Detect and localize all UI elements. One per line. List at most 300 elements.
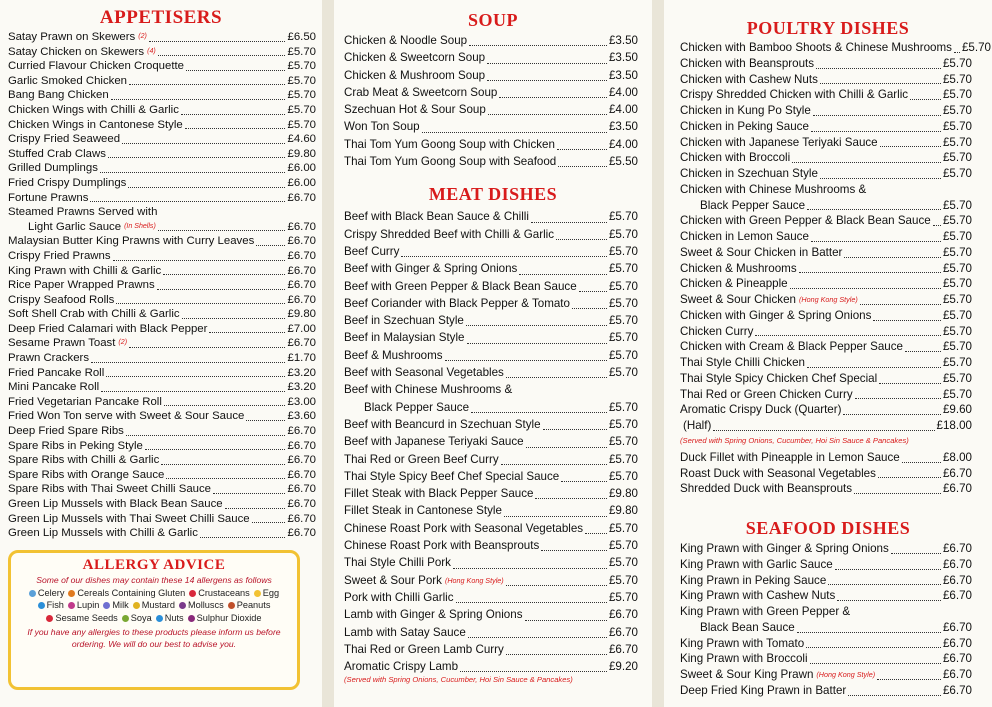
item-price: £9.20	[608, 660, 638, 674]
menu-item	[680, 371, 972, 387]
allergen-icon	[156, 615, 163, 622]
menu-item	[680, 450, 972, 466]
allergen	[38, 599, 64, 612]
leader-dots	[811, 241, 941, 242]
soup-meat-panel	[334, 0, 652, 707]
item-name: Beef with Ginger & Spring Onions	[344, 262, 518, 276]
item-name: Chicken with Cashew Nuts	[680, 72, 818, 86]
item-name: Duck Fillet with Pineapple in Lemon Sauce	[680, 450, 900, 464]
menu-item	[680, 402, 972, 418]
item-price: £5.70	[287, 45, 316, 58]
item-price: £5.70	[942, 151, 972, 165]
item-price: £5.70	[942, 261, 972, 275]
item-name: Fried Crispy Dumplings	[8, 176, 127, 189]
menu-item	[8, 147, 316, 162]
appetisers-title: APPETISERS	[99, 7, 223, 28]
leader-dots	[902, 462, 941, 463]
item-price: £6.70	[942, 683, 972, 697]
allergen-name: Celery	[37, 587, 65, 598]
leader-dots	[558, 166, 607, 167]
item-price: £5.70	[608, 573, 638, 587]
menu-item	[344, 641, 638, 658]
item-name: Chicken with Green Pepper & Black Bean Sauce	[680, 214, 931, 228]
menu-item	[344, 433, 638, 450]
menu-item	[8, 468, 316, 483]
allergen-list	[17, 587, 291, 625]
leader-dots	[108, 157, 286, 158]
soup-list	[344, 32, 638, 170]
leader-dots	[807, 367, 941, 368]
menu-item	[680, 667, 972, 683]
leader-dots	[879, 383, 941, 384]
item-name: Crispy Seafood Rolls	[8, 293, 115, 306]
item-name: Deep Fried Calamari with Black Pepper	[8, 322, 208, 335]
item-price: £3.20	[287, 381, 316, 394]
leader-dots	[572, 308, 607, 309]
allergen-icon	[38, 602, 45, 609]
item-price: £6.70	[942, 482, 972, 496]
item-name: Chicken in Lemon Sauce	[680, 230, 809, 243]
item-name: Chinese Roast Pork with Seasonal Vegetables	[344, 521, 584, 535]
leader-dots	[579, 291, 607, 292]
item-name: Chicken & Pineapple	[680, 277, 788, 291]
leader-dots	[181, 114, 286, 115]
item-price: £5.70	[608, 210, 638, 224]
item-price: £5.70	[608, 539, 638, 553]
menu-item	[8, 264, 316, 279]
leader-dots	[145, 449, 286, 450]
leader-dots	[163, 274, 285, 275]
item-name: Satay Prawn on Skewers	[8, 31, 136, 43]
menu-item	[344, 67, 638, 84]
menu-item	[680, 87, 972, 103]
allergen	[156, 612, 184, 625]
leader-dots	[106, 376, 285, 377]
menu-item	[344, 136, 638, 153]
menu-item	[680, 56, 972, 72]
item-name: Spare Ribs with Thai Sweet Chilli Sauce	[8, 483, 212, 496]
duck-list	[680, 450, 972, 497]
item-name: Light Garlic Sauce	[28, 220, 122, 233]
menu-item	[344, 101, 638, 118]
item-name: Sweet & Sour Pork	[344, 573, 442, 587]
item-price: £5.70	[942, 387, 972, 401]
poultry-footnote: (Served with Spring Onions, Cucumber, Hoi Sin Sauce & Pancakes)	[680, 435, 909, 445]
leader-dots	[531, 222, 607, 223]
item-price: £5.70	[942, 356, 972, 369]
allergen-icon	[179, 602, 186, 609]
leader-dots	[122, 143, 285, 144]
leader-dots	[837, 600, 941, 601]
leader-dots	[453, 568, 607, 569]
menu-item	[680, 387, 972, 403]
item-price: £6.70	[942, 466, 972, 480]
item-name: Steamed Prawns Served with	[8, 206, 158, 219]
leader-dots	[526, 447, 607, 448]
menu-item	[8, 409, 316, 424]
leader-dots	[126, 435, 286, 436]
leader-dots	[755, 335, 941, 336]
item-name: Beef in Malaysian Style	[344, 331, 465, 345]
item-name: Fillet Steak with Black Pepper Sauce	[344, 487, 534, 501]
item-price: £5.70	[608, 452, 638, 466]
item-price: £5.70	[942, 135, 972, 149]
allergen-name: Nuts	[164, 612, 184, 623]
item-name: King Prawn with Ginger & Spring Onions	[680, 542, 889, 555]
leader-dots	[933, 225, 941, 226]
item-name: Green Lip Mussels with Thai Sweet Chilli Sauce	[8, 512, 250, 525]
menu-item	[680, 683, 972, 699]
menu-item	[8, 220, 316, 235]
allergen-name: Mustard	[141, 600, 175, 610]
item-price: £6.00	[287, 176, 316, 189]
item-price: £5.70	[942, 340, 972, 354]
item-price: £5.70	[287, 89, 316, 102]
menu-item	[8, 307, 316, 322]
meat-footnote: (Served with Spring Onions, Cucumber, Hoi Sin Sauce & Pancakes)	[344, 675, 573, 685]
menu-item	[344, 416, 638, 433]
item-name: Crispy Shredded Chicken with Chilli & Garlic	[680, 88, 909, 102]
leader-dots	[905, 351, 941, 352]
item-price: £5.70	[942, 308, 972, 322]
item-name: Chicken in Kung Po Style	[680, 104, 811, 117]
leader-dots	[246, 420, 285, 421]
item-name: Chicken with Broccoli	[680, 151, 791, 165]
leader-dots	[880, 146, 941, 147]
menu-item	[344, 606, 638, 623]
item-name: Lamb with Ginger & Spring Onions	[344, 608, 523, 622]
menu-item	[680, 276, 972, 292]
menu-item	[344, 572, 638, 589]
item-name: Chicken with Bamboo Shoots & Chinese Mushrooms	[680, 41, 952, 54]
leader-dots	[468, 637, 607, 638]
item-name: Rice Paper Wrapped Prawns	[8, 279, 155, 292]
item-price: £9.80	[287, 147, 316, 160]
leader-dots	[456, 602, 607, 603]
allergen	[188, 612, 262, 625]
menu-item	[680, 573, 972, 589]
item-name: Beef with Beancurd in Szechuan Style	[344, 417, 541, 431]
item-price: £5.70	[942, 324, 972, 338]
allergen-icon	[228, 602, 235, 609]
leader-dots	[209, 332, 285, 333]
item-name: Beef with Chinese Mushrooms &	[344, 383, 513, 397]
leader-dots	[200, 537, 286, 538]
menu-item	[344, 226, 638, 243]
item-name: Beef with Black Bean Sauce & Chilli	[344, 210, 529, 224]
menu-item	[680, 541, 972, 557]
allergen-name: Peanuts	[236, 600, 271, 610]
appetisers-panel	[0, 0, 322, 707]
allergen	[133, 599, 175, 612]
leader-dots	[543, 429, 607, 430]
item-note: (Hong Kong Style)	[799, 295, 858, 304]
item-name: Bang Bang Chicken	[8, 89, 109, 102]
leader-dots	[854, 493, 941, 494]
item-name: Won Ton Soup	[344, 120, 420, 134]
item-price: £6.70	[942, 668, 972, 681]
leader-dots	[807, 209, 941, 210]
item-price: £5.70	[287, 74, 316, 87]
item-price: £4.00	[608, 137, 638, 151]
seafood-list	[680, 541, 972, 699]
item-price: £5.70	[608, 296, 638, 310]
menu-item	[680, 651, 972, 667]
allergen-name: Egg	[262, 587, 280, 598]
item-price: £5.70	[942, 371, 972, 385]
item-price: £5.50	[608, 155, 638, 169]
item-name: Chicken Wings in Cantonese Style	[8, 118, 183, 131]
item-price: £5.70	[942, 119, 972, 133]
item-price: £5.70	[608, 314, 638, 328]
menu-item	[8, 512, 316, 527]
menu-item	[680, 245, 972, 261]
item-name: Thai Red or Green Lamb Curry	[344, 642, 504, 656]
menu-item	[8, 74, 316, 89]
allergen	[103, 599, 128, 612]
item-name: Thai Red or Green Beef Curry	[344, 452, 499, 466]
item-price: £6.70	[287, 220, 316, 233]
item-price: £1.70	[287, 352, 316, 365]
menu-item	[680, 466, 972, 482]
leader-dots	[161, 464, 285, 465]
item-name: Aromatic Crispy Duck	[680, 403, 792, 417]
leader-dots	[225, 508, 286, 509]
item-price: £9.80	[608, 504, 638, 518]
item-price: £5.70	[608, 521, 638, 535]
menu-item	[344, 399, 638, 416]
leader-dots	[487, 80, 607, 81]
menu-item	[8, 322, 316, 337]
item-name: Spare Ribs with Chilli & Garlic	[8, 454, 160, 467]
item-name: Chicken & Sweetcorn Soup	[344, 51, 486, 65]
allergen-name: Sulphur Dioxide	[196, 612, 262, 623]
leader-dots	[811, 131, 941, 132]
leader-dots	[252, 522, 286, 523]
menu-item	[8, 45, 316, 60]
item-name: Black Pepper Sauce	[700, 198, 806, 212]
menu-item	[8, 395, 316, 410]
leader-dots	[504, 516, 607, 517]
item-price: £5.70	[608, 331, 638, 345]
leader-dots	[158, 230, 286, 231]
item-price: £5.70	[942, 214, 972, 228]
item-name: Beef with Japanese Teriyaki Sauce	[344, 435, 524, 449]
leader-dots	[828, 584, 941, 585]
item-name: Roast Duck with Seasonal Vegetables	[680, 466, 876, 480]
allergy-title: ALLERGY ADVICE	[82, 557, 226, 573]
item-price: £5.70	[608, 244, 638, 258]
menu-item	[344, 347, 638, 364]
item-name: King Prawn with Garlic Sauce	[680, 557, 833, 571]
allergen-icon	[254, 590, 261, 597]
allergen-name: Cereals Containing Gluten	[77, 587, 186, 598]
item-name: Beef & Mushrooms	[344, 348, 443, 362]
leader-dots	[213, 493, 285, 494]
item-name: Malaysian Butter King Prawns with Curry Leaves	[8, 235, 255, 248]
menu-item	[8, 205, 316, 220]
item-note: (Hong Kong Style)	[816, 670, 876, 679]
menu-item	[8, 482, 316, 497]
menu-item	[8, 453, 316, 468]
menu-item	[8, 59, 316, 74]
item-price: £4.60	[287, 133, 316, 146]
menu-item	[8, 380, 316, 395]
item-name: Spare Ribs with Orange Sauce	[8, 468, 165, 481]
menu-item	[680, 119, 972, 135]
item-note: (2)	[138, 33, 147, 40]
leader-dots	[149, 41, 286, 42]
item-name: Curried Flavour Chicken Croquette	[8, 60, 184, 73]
allergen-icon	[68, 590, 75, 597]
menu-item	[344, 295, 638, 312]
leader-dots	[799, 272, 941, 273]
item-name: Chicken & Mushroom Soup	[344, 68, 486, 82]
item-name: Thai Style Spicy Beef Chef Special Sauce	[344, 469, 560, 483]
item-price: £5.70	[287, 103, 316, 116]
item-name: Prawn Crackers	[8, 352, 90, 365]
meat-title: MEAT DISHES	[428, 184, 558, 205]
allergen-name: Molluscs	[187, 600, 224, 610]
menu-item	[680, 588, 972, 604]
item-name: Chinese Roast Pork with Beansprouts	[344, 539, 540, 553]
item-note: (4)	[147, 47, 156, 55]
allergen-icon	[122, 615, 129, 622]
item-name: Chicken with Cream & Black Pepper Sauce	[680, 340, 903, 354]
item-name: Shredded Duck with Beansprouts	[680, 482, 853, 496]
item-name: Sweet & Sour King Prawn	[680, 668, 814, 681]
menu-item	[680, 103, 972, 119]
menu-item	[680, 135, 972, 151]
menu-item	[344, 49, 638, 66]
item-name: Thai Tom Yum Goong Soup with Seafood	[344, 155, 557, 169]
leader-dots	[816, 68, 941, 69]
item-price: £5.70	[608, 556, 638, 570]
item-price: £6.70	[942, 589, 972, 603]
leader-dots	[954, 52, 960, 53]
leader-dots	[467, 343, 607, 344]
leader-dots	[422, 132, 607, 133]
leader-dots	[792, 162, 941, 163]
item-price: £6.70	[287, 439, 316, 452]
leader-dots	[806, 647, 941, 648]
item-name: Crab Meat & Sweetcorn Soup	[344, 85, 498, 99]
leader-dots	[182, 318, 286, 319]
menu-item	[680, 604, 972, 620]
item-price: £5.70	[608, 366, 638, 380]
menu-item	[344, 208, 638, 225]
menu-item	[8, 439, 316, 454]
meat-list	[344, 208, 638, 675]
item-price: £9.80	[608, 487, 638, 501]
item-name: Green Lip Mussels with Black Bean Sauce	[8, 498, 223, 510]
item-price: £5.70	[608, 400, 638, 414]
allergy-intro: Some of our dishes may contain these 14 allergens as follows	[36, 575, 272, 585]
item-name: Chicken Curry	[680, 324, 754, 338]
allergen	[179, 599, 224, 612]
menu-item	[8, 161, 316, 176]
menu-item	[680, 481, 972, 497]
leader-dots	[820, 178, 941, 179]
leader-dots	[844, 257, 941, 258]
item-price: £9.60	[942, 403, 972, 417]
menu-item	[680, 636, 972, 652]
menu-item	[344, 520, 638, 537]
leader-dots	[561, 481, 607, 482]
menu-item	[344, 329, 638, 346]
menu-item	[8, 278, 316, 293]
item-name: Fillet Steak in Cantonese Style	[344, 504, 502, 518]
menu-item	[344, 537, 638, 554]
item-price: £6.70	[942, 652, 972, 666]
item-price: £3.60	[287, 410, 316, 423]
menu-item	[344, 118, 638, 135]
leader-dots	[90, 201, 285, 202]
item-name: King Prawn with Green Pepper &	[680, 605, 851, 618]
item-price: £6.70	[942, 542, 972, 555]
allergen	[29, 587, 65, 600]
item-price: £6.70	[287, 279, 316, 292]
menu-item	[8, 293, 316, 308]
item-name: Fried Pancake Roll	[8, 366, 105, 379]
leader-dots	[506, 585, 607, 586]
item-price: £5.70	[942, 72, 972, 86]
allergen-icon	[189, 590, 196, 597]
item-name: Thai Style Spicy Chicken Chef Special	[680, 371, 878, 385]
allergen	[254, 587, 279, 600]
leader-dots	[541, 550, 607, 551]
menu-item	[8, 88, 316, 103]
leader-dots	[557, 149, 607, 150]
leader-dots	[910, 99, 941, 100]
item-price: £6.70	[608, 642, 638, 656]
item-name: Fortune Prawns	[8, 191, 89, 204]
menu-item	[680, 166, 972, 182]
item-name: Beef in Szechuan Style	[344, 314, 464, 328]
item-name: Satay Chicken on Skewers	[8, 45, 145, 58]
leader-dots	[797, 632, 941, 633]
item-price: £6.00	[287, 162, 316, 175]
item-price: £5.70	[608, 417, 638, 431]
item-name: Thai Red or Green Chicken Curry	[680, 387, 853, 401]
menu-item	[680, 182, 972, 198]
leader-dots	[525, 620, 607, 621]
item-name: Chicken with Japanese Teriyaki Sauce	[680, 135, 878, 149]
leader-dots	[843, 414, 941, 415]
item-price: £5.70	[942, 230, 972, 243]
leader-dots	[128, 187, 285, 188]
leader-dots	[556, 239, 607, 240]
menu-item	[344, 84, 638, 101]
leader-dots	[116, 303, 285, 304]
item-price: £6.70	[287, 527, 316, 540]
item-name: Crispy Shredded Beef with Chilli & Garlic	[344, 227, 555, 241]
item-price: £5.70	[608, 469, 638, 483]
menu-item	[344, 381, 638, 398]
item-name: Garlic Smoked Chicken	[8, 74, 128, 87]
menu-item	[344, 451, 638, 468]
item-name: Sesame Prawn Toast	[8, 337, 116, 350]
menu-item	[344, 502, 638, 519]
item-name: Beef with Green Pepper & Black Bean Sauce	[344, 279, 577, 293]
menu-item	[8, 497, 316, 512]
menu-item	[8, 132, 316, 147]
item-price: £3.50	[608, 68, 638, 82]
item-price: £3.20	[287, 366, 316, 379]
item-name: Black Pepper Sauce	[364, 400, 470, 414]
allergen-name: Sesame Seeds	[55, 612, 118, 623]
allergy-advice-box	[8, 550, 300, 690]
